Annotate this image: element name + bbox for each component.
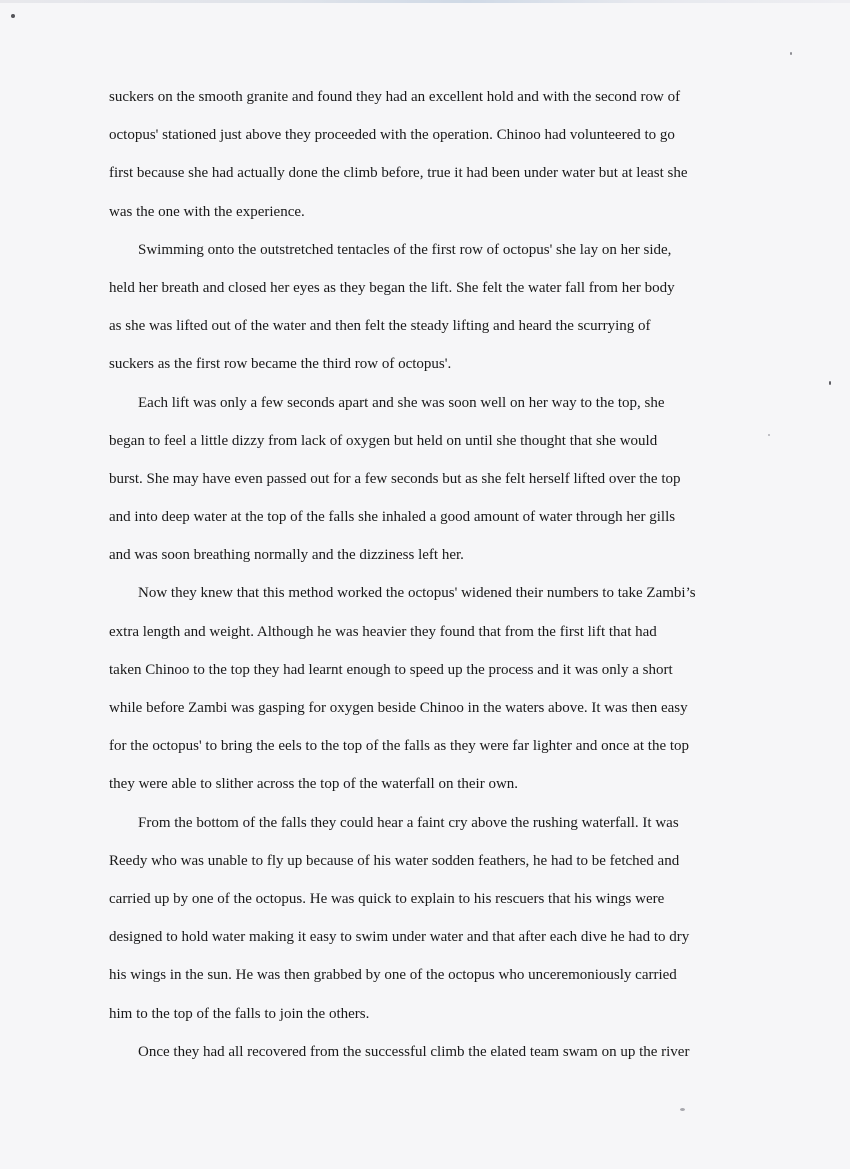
scan-speck xyxy=(680,1108,685,1111)
text-line: suckers as the first row became the third row of octopus'. xyxy=(109,356,452,373)
text-line: his wings in the sun. He was then grabbed by one of the octopus who unceremoniously carried xyxy=(109,967,677,984)
text-line: Each lift was only a few seconds apart and she was soon well on her way to the top, she xyxy=(138,394,665,411)
text-line: suckers on the smooth granite and found they had an excellent hold and with the second row of xyxy=(109,89,681,105)
text-line: Reedy who was unable to fly up because of his water sodden feathers, he had to be fetched and xyxy=(109,852,680,869)
text-line: carried up by one of the octopus. He was quick to explain to his rescuers that his wings were xyxy=(109,890,665,907)
text-line: Once they had all recovered from the successful climb the elated team swam on up the river xyxy=(138,1043,690,1060)
body-text xyxy=(109,78,761,1071)
text-line: and was soon breathing normally and the dizziness left her. xyxy=(109,547,464,564)
text-line: him to the top of the falls to join the others. xyxy=(109,1005,370,1022)
text-line: and into deep water at the top of the falls she inhaled a good amount of water through her gills xyxy=(109,509,676,526)
text-line: first because she had actually done the climb before, true it had been under water but at least she xyxy=(109,165,688,182)
text-line: was the one with the experience. xyxy=(109,203,305,220)
text-line: Swimming onto the outstretched tentacles of the first row of octopus' she lay on her side, xyxy=(138,241,672,258)
scan-speck xyxy=(11,14,15,18)
text-line: From the bottom of the falls they could hear a faint cry above the rushing waterfall. It was xyxy=(138,814,679,831)
text-line: Now they knew that this method worked the octopus' widened their numbers to take Zambi’s xyxy=(138,585,696,602)
text-line: designed to hold water making it easy to swim under water and that after each dive he had to dry xyxy=(109,929,690,946)
text-line: began to feel a little dizzy from lack of oxygen but held on until she thought that she would xyxy=(109,432,658,449)
scan-top-edge xyxy=(0,0,850,3)
text-line: octopus' stationed just above they proceeded with the operation. Chinoo had volunteered to go xyxy=(109,127,675,144)
text-line: held her breath and closed her eyes as they began the lift. She felt the water fall from her body xyxy=(109,279,675,296)
text-line: while before Zambi was gasping for oxygen beside Chinoo in the waters above. It was then easy xyxy=(109,700,688,716)
scan-speck xyxy=(790,52,792,55)
scan-speck xyxy=(768,434,770,436)
scan-speck xyxy=(829,381,831,385)
text-line: burst. She may have even passed out for a few seconds but as she felt herself lifted over the top xyxy=(109,470,681,487)
text-line: they were able to slither across the top of the waterfall on their own. xyxy=(109,776,519,793)
text-line: as she was lifted out of the water and then felt the steady lifting and heard the scurrying of xyxy=(109,318,651,335)
text-line: for the octopus' to bring the eels to the top of the falls as they were far lighter and once at the top xyxy=(109,738,690,755)
text-line: taken Chinoo to the top they had learnt enough to speed up the process and it was only a short xyxy=(109,661,673,678)
text-line: extra length and weight. Although he was heavier they found that from the first lift that had xyxy=(109,623,657,640)
